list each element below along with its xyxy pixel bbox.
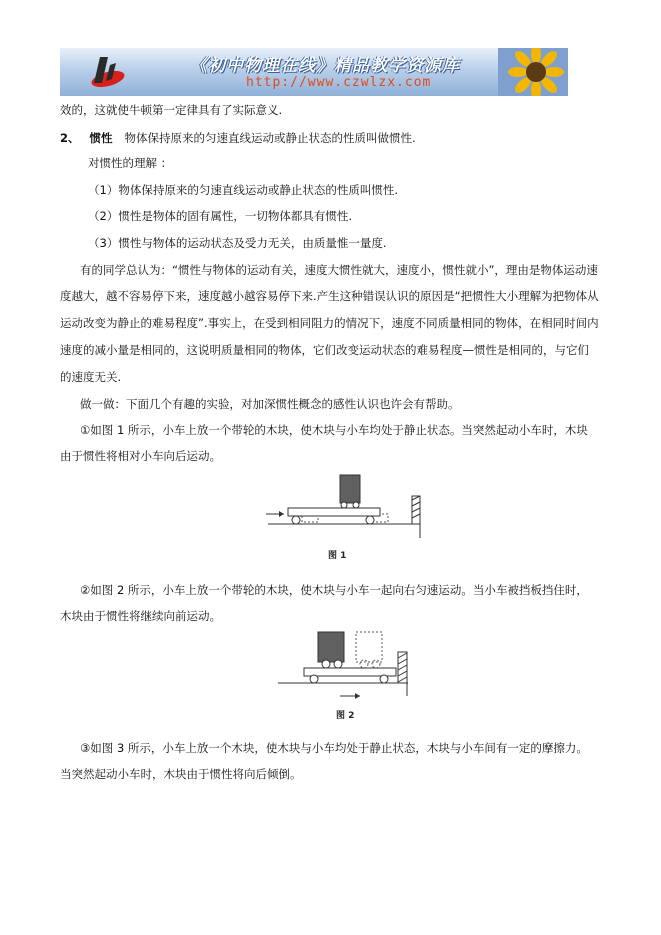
paragraph-line: 木块由于惯性将继续向前运动。 <box>60 609 221 623</box>
paragraph-line: 做一做：下面几个有趣的实验，对加深惯性概念的感性认识也许会有帮助。 <box>80 397 460 411</box>
header-banner <box>60 48 568 96</box>
paragraph-line: ③如图 3 所示，小车上放一个木块，使木块与小车均处于静止状态，木块与小车间有一定的摩擦力。 <box>80 741 588 755</box>
paragraph-line: ①如图 1 所示，小车上放一个带轮的木块，使木块与小车均处于静止状态。当突然起动小车时，木块 <box>80 423 588 437</box>
paragraph-line: 运动改变为静止的难易程度”.事实上，在受到相同阻力的情况下，速度不同质量相同的物体，在相同时间内 <box>60 316 599 330</box>
figure-2-diagram <box>278 626 418 700</box>
section-heading <box>60 130 608 146</box>
list-item: （3）惯性与物体的运动状态及受力无关，由质量惟一量度. <box>88 236 387 250</box>
list-item: （2）惯性是物体的固有属性，一切物体都具有惯性. <box>88 209 352 223</box>
banner-title: 《初中物理在线》精品教学资源库 <box>190 56 460 76</box>
list-item: （1）物体保持原来的匀速直线运动或静止状态的性质叫惯性. <box>88 183 398 197</box>
section-definition: 物体保持原来的匀速直线运动或静止状态的性质叫做惯性. <box>124 131 416 145</box>
text-line: 对惯性的理解 ： <box>88 156 173 170</box>
figure-1-diagram <box>262 470 434 540</box>
section-term: 惯性 <box>89 131 113 145</box>
paragraph-line: 度越大，越不容易停下来，速度越小越容易停下来.产生这种错误认识的原因是“把惯性大小理解为把物体从 <box>60 289 599 303</box>
section-number: 2、 <box>60 131 80 145</box>
sunflower-icon <box>498 48 568 96</box>
text-line: 效的，这就使牛顿第一定律具有了实际意义. <box>60 103 283 117</box>
paragraph-line: ②如图 2 所示，小车上放一个带轮的木块，使木块与小车一起向右匀速运动。当小车被挡板挡住时， <box>80 583 588 597</box>
banner-url: http://www.czwlzx.com <box>246 75 432 90</box>
paragraph-line: 的速度无关. <box>60 370 122 384</box>
figure-2-caption: 图 2 <box>336 711 355 721</box>
logo-icon <box>88 53 128 91</box>
figure-1-caption: 图 1 <box>328 551 347 561</box>
paragraph-line: 有的同学总认为：“惯性与物体的运动有关，速度大惯性就大，速度小，惯性就小”，理由是物体运动速 <box>80 263 598 277</box>
paragraph-line: 由于惯性将相对小车向后运动。 <box>60 449 221 463</box>
paragraph-line: 速度的减小量是相同的，这说明质量相同的物体，它们改变运动状态的难易程度—惯性是相同的，与它们 <box>60 343 589 357</box>
paragraph-line: 当突然起动小车时，木块由于惯性将向后倾倒。 <box>60 767 302 781</box>
